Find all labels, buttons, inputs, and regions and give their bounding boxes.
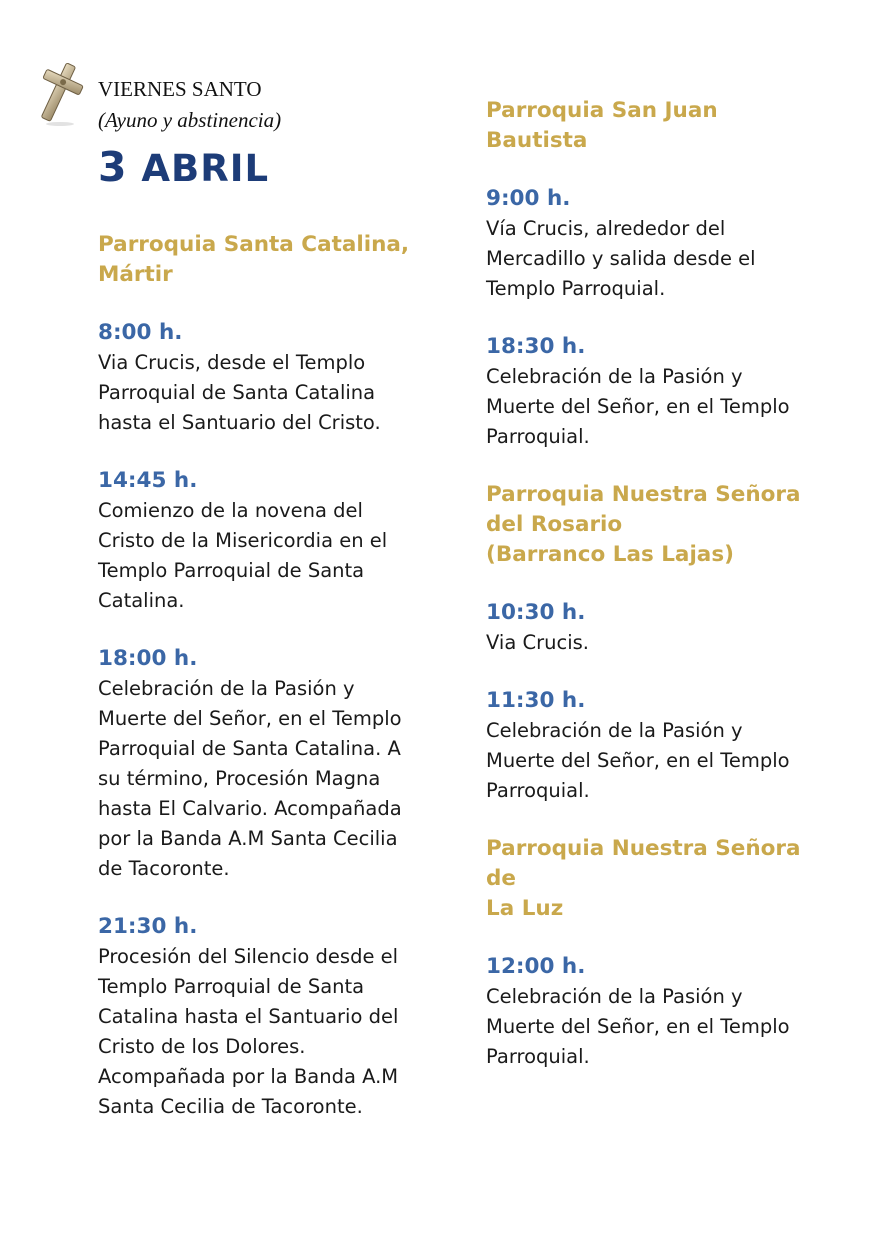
event-text: hasta el Santuario del Cristo. [98,411,381,434]
event-time: 8:00 h. [98,320,183,345]
event-time: 18:00 h. [98,646,198,671]
parish-name: Parroquia Santa Catalina, [98,232,410,257]
event-time: 9:00 h. [486,186,571,211]
left-column [98,230,428,1122]
parish-name: La Luz [486,896,564,921]
event-time: 11:30 h. [486,688,586,713]
event-text: Via Crucis. [486,631,589,654]
event-text: Parroquial. [486,1045,590,1068]
event-text: hasta El Calvario. Acompañada [98,797,402,820]
parish-name: del Rosario [486,512,623,537]
event-text: Via Crucis, desde el Templo [98,351,366,374]
event-text: Comienzo de la novena del [98,499,363,522]
event-text: Catalina. [98,589,185,612]
parish-name: Parroquia San Juan Bautista [486,98,718,153]
event-text: Parroquial de Santa Catalina [98,381,376,404]
parish-name: (Barranco Las Lajas) [486,542,734,567]
event-text: su término, Procesión Magna [98,767,381,790]
date-number: 3 [98,143,128,191]
event-text: Celebración de la Pasión y [486,985,743,1008]
event-text: Templo Parroquial de Santa [98,975,365,998]
event-text: Templo Parroquial de Santa [98,559,365,582]
event-time: 18:30 h. [486,334,586,359]
day-title: VIERNES SANTO [98,77,262,101]
right-column [486,96,816,1072]
date-heading [98,143,269,191]
event-text: Muerte del Señor, en el Templo [486,395,790,418]
date-month: ABRIL [141,147,270,190]
event-text: Cristo de los Dolores. [98,1035,306,1058]
event-text: Celebración de la Pasión y [98,677,355,700]
event-text: Muerte del Señor, en el Templo [486,1015,790,1038]
event-text: Parroquial. [486,425,590,448]
event-time: 21:30 h. [98,914,198,939]
parish-name: Parroquia Nuestra Señora [486,482,801,507]
event-text: Acompañada por la Banda A.M [98,1065,399,1088]
event-text: Parroquial de Santa Catalina. A [98,737,401,760]
event-text: Muerte del Señor, en el Templo [486,749,790,772]
event-text: Celebración de la Pasión y [486,719,743,742]
event-time: 14:45 h. [98,468,198,493]
event-text: Cristo de la Misericordia en el [98,529,388,552]
event-text: Procesión del Silencio desde el [98,945,399,968]
parish-name: Mártir [98,262,173,287]
event-text: por la Banda A.M Santa Cecilia [98,827,398,850]
event-text: de Tacoronte. [98,857,230,880]
event-text: Vía Crucis, alrededor del [486,217,726,240]
event-time: 12:00 h. [486,954,586,979]
event-text: Parroquial. [486,779,590,802]
event-time: 10:30 h. [486,600,586,625]
fasting-note: (Ayuno y abstinencia) [98,108,282,132]
event-text: Mercadillo y salida desde el [486,247,756,270]
parish-name: Parroquia Nuestra Señora de [486,836,801,891]
event-text: Santa Cecilia de Tacoronte. [98,1095,363,1118]
event-text: Templo Parroquial. [486,277,666,300]
event-text: Catalina hasta el Santuario del [98,1005,399,1028]
cross-icon [30,58,86,128]
event-text: Celebración de la Pasión y [486,365,743,388]
event-text: Muerte del Señor, en el Templo [98,707,402,730]
